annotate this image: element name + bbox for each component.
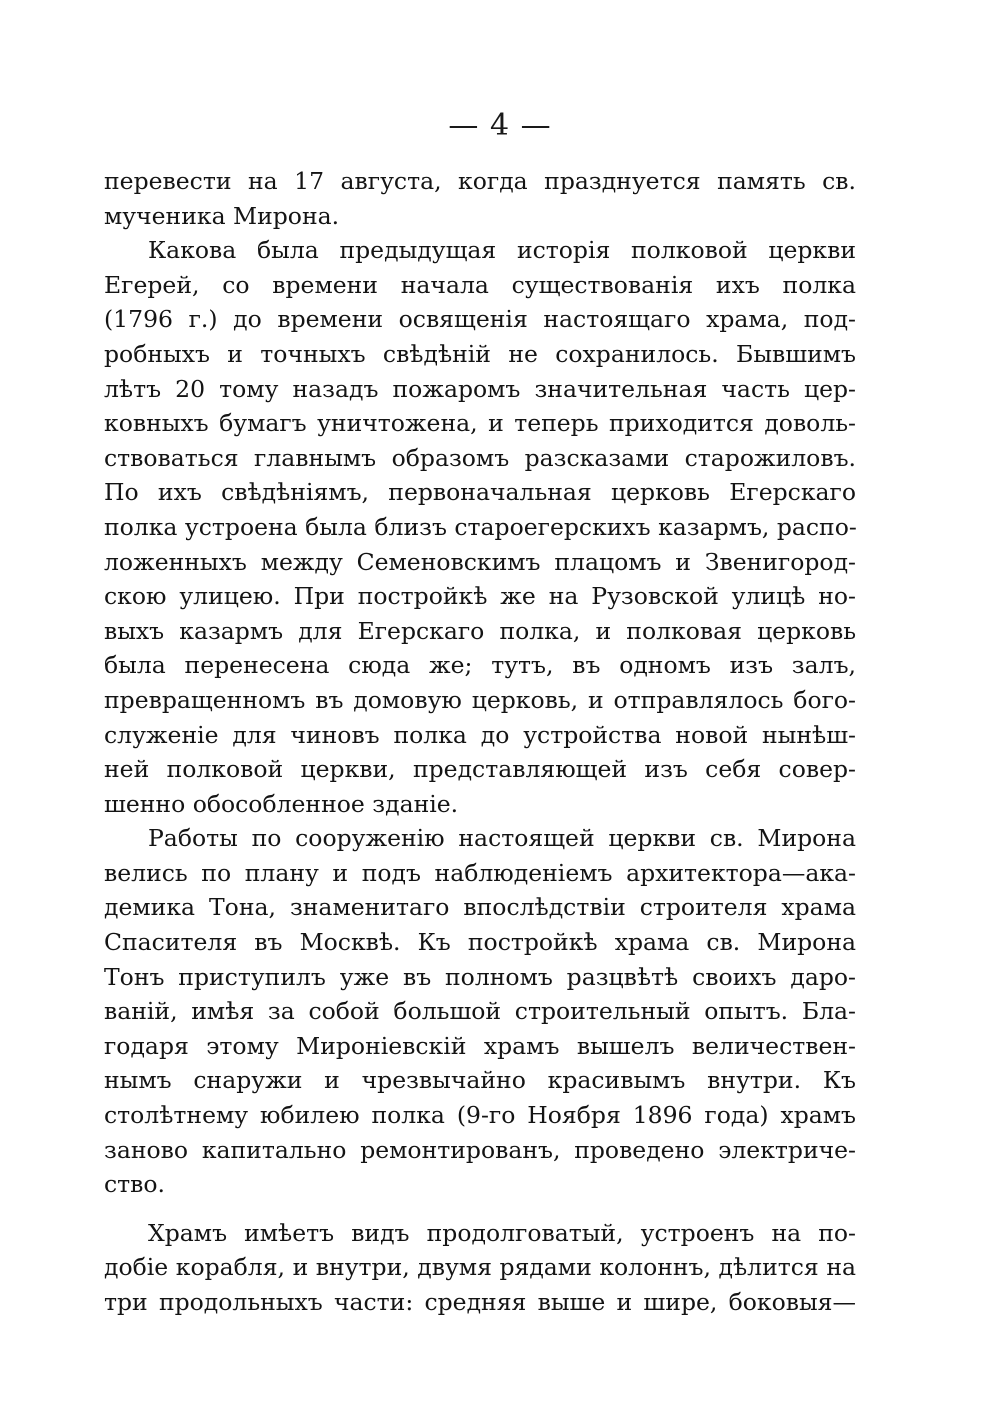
text-line: лѣтъ 20 тому назадъ пожаромъ значительная часть цер- <box>104 374 856 403</box>
text-line: служеніе для чиновъ полка до устройства новой нынѣш- <box>104 720 856 749</box>
text-line: демика Тона, знаменитаго впослѣдствіи строителя храма <box>104 893 856 922</box>
text-line: Спасителя въ Москвѣ. Къ постройкѣ храма св. Мирона <box>104 928 856 957</box>
text-line: перевести на 17 августа, когда празднуется память св. <box>104 167 856 195</box>
text-line: робныхъ и точныхъ свѣдѣній не сохранилось. Бывшимъ <box>104 339 856 368</box>
text-line: ствоваться главнымъ образомъ разсказами старожиловъ. <box>104 443 856 472</box>
paragraph <box>104 233 856 821</box>
text-line: столѣтнему юбилею полка (9-го Ноября 1896 года) храмъ <box>104 1101 856 1130</box>
text-line: ковныхъ бумагъ уничтожена, и теперь приходится доволь- <box>104 409 856 438</box>
text-line: Тонъ приступилъ уже въ полномъ разцвѣтѣ своихъ даро- <box>104 962 856 991</box>
text-line: годаря этому Мироніевскій храмъ вышелъ величествен- <box>104 1031 856 1060</box>
text-line: нымъ снаружи и чрезвычайно красивымъ внутри. Къ <box>104 1066 856 1095</box>
text-line: Храмъ имѣетъ видъ продолговатый, устроенъ на по- <box>148 1218 856 1247</box>
text-line: Какова была предыдущая исторія полковой церкви <box>148 236 856 265</box>
paragraph <box>104 164 856 233</box>
text-line: мученика Мирона. <box>104 201 340 230</box>
text-line: ней полковой церкви, представляющей изъ себя совер- <box>104 755 856 784</box>
page-text <box>104 164 856 1320</box>
text-line: была перенесена сюда же; тутъ, въ одномъ изъ залъ, <box>104 651 856 680</box>
text-line: шенно обособленное зданіе. <box>104 789 459 818</box>
text-line: добіе корабля, и внутри, двумя рядами колоннъ, дѣлится на <box>104 1253 856 1282</box>
page-number: — 4 — <box>448 108 552 143</box>
text-line: Егерей, со времени начала существованія ихъ полка <box>104 270 856 299</box>
text-line: превращенномъ въ домовую церковь, и отправлялось бого- <box>104 685 856 714</box>
text-line: (1796 г.) до времени освященія настоящаго храма, под- <box>104 305 856 334</box>
text-line: три продольныхъ части: средняя выше и шире, боковыя— <box>104 1288 856 1316</box>
paragraph <box>104 821 856 1202</box>
text-line: Работы по сооруженію настоящей церкви св. Мирона <box>148 824 856 853</box>
text-line: полка устроена была близъ староегерскихъ казармъ, распо- <box>104 512 857 541</box>
text-line: заново капитально ремонтированъ, проведено электриче- <box>104 1135 856 1164</box>
text-line: велись по плану и подъ наблюденіемъ архитектора—ака- <box>104 858 856 887</box>
paragraph-spacer <box>104 1202 856 1216</box>
text-line: ство. <box>104 1170 166 1199</box>
paragraph <box>104 1216 856 1320</box>
text-line: ваній, имѣя за собой большой строительный опытъ. Бла- <box>104 997 856 1026</box>
text-line: По ихъ свѣдѣніямъ, первоначальная церковь Егерскаго <box>104 478 856 507</box>
text-line: скою улицею. При постройкѣ же на Рузовской улицѣ но- <box>104 582 856 611</box>
text-line: выхъ казармъ для Егерскаго полка, и полковая церковь <box>104 616 856 645</box>
text-line: ложенныхъ между Семеновскимъ плацомъ и Звенигород- <box>104 547 856 576</box>
